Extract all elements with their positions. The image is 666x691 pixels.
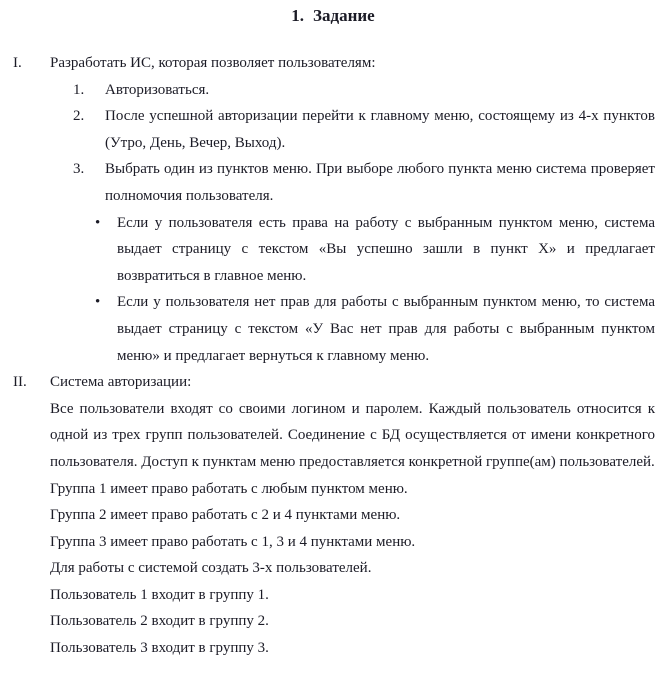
numbered-item [50, 77, 655, 104]
numbered-item [50, 103, 655, 156]
item-text: Авторизоваться. [105, 81, 210, 98]
paragraph: Для работы с системой создать 3-х пользователей. [50, 560, 372, 577]
bullet-item [50, 289, 655, 369]
bullet-text: Если у пользователя нет прав для работы с выбранным пунктом меню, то система выдает страницу с текстом «У Вас нет прав для работы с выбранным пунктом меню» и предлагает вернуться к главному меню. [117, 294, 655, 364]
paragraph: Все пользователи входят со своими логином и паролем. Каждый пользователь относится к одной из трех групп пользователей. Соединение с БД осуществляется от имени конкретного пользователя. Доступ к пунктам меню предоставляется конкретной группе(ам) пользователей. [50, 400, 655, 470]
numbered-item [50, 156, 655, 209]
paragraph: Пользователь 2 входит в группу 2. [50, 613, 269, 630]
paragraph: Группа 1 имеет право работать с любым пунктом меню. [50, 480, 408, 497]
section-heading: Разработать ИС, которая позволяет пользователям: [50, 55, 376, 71]
item-marker: 1. [73, 81, 85, 98]
item-marker: 3. [73, 161, 85, 178]
title-number: 1. [291, 6, 305, 25]
bullet-icon: • [95, 214, 101, 231]
bullet-icon: • [95, 294, 101, 311]
title-text: Задание [313, 6, 375, 25]
bullet-item [50, 210, 655, 290]
paragraph: Группа 2 имеет право работать с 2 и 4 пунктами меню. [50, 507, 401, 524]
bullet-text: Если у пользователя есть права на работу с выбранным пунктом меню, система выдает страницу с текстом «Вы успешно зашли в пункт X» и предлагает возвратиться в главное меню. [117, 214, 655, 284]
paragraph: Группа 3 имеет право работать с 1, 3 и 4 пунктами меню. [50, 533, 416, 550]
section-authorization [0, 369, 666, 662]
section-heading: Система авторизации: [50, 374, 192, 391]
section-requirements [0, 50, 666, 369]
item-text: Выбрать один из пунктов меню. При выборе любого пункта меню система проверяет полномочия пользователя. [105, 161, 655, 204]
section-content [50, 50, 655, 369]
paragraph: Пользователь 3 входит в группу 3. [50, 640, 269, 657]
document-page [0, 2, 666, 691]
item-text: После успешной авторизации перейти к главному меню, состоящему из 4-х пунктов (Утро, День, Вечер, Выход). [105, 108, 655, 151]
document-title [0, 2, 666, 29]
section-content [50, 369, 655, 662]
section-label-roman: II. [13, 374, 27, 391]
section-label-roman: I. [13, 55, 22, 71]
paragraph: Пользователь 1 входит в группу 1. [50, 586, 269, 603]
item-marker: 2. [73, 108, 85, 125]
